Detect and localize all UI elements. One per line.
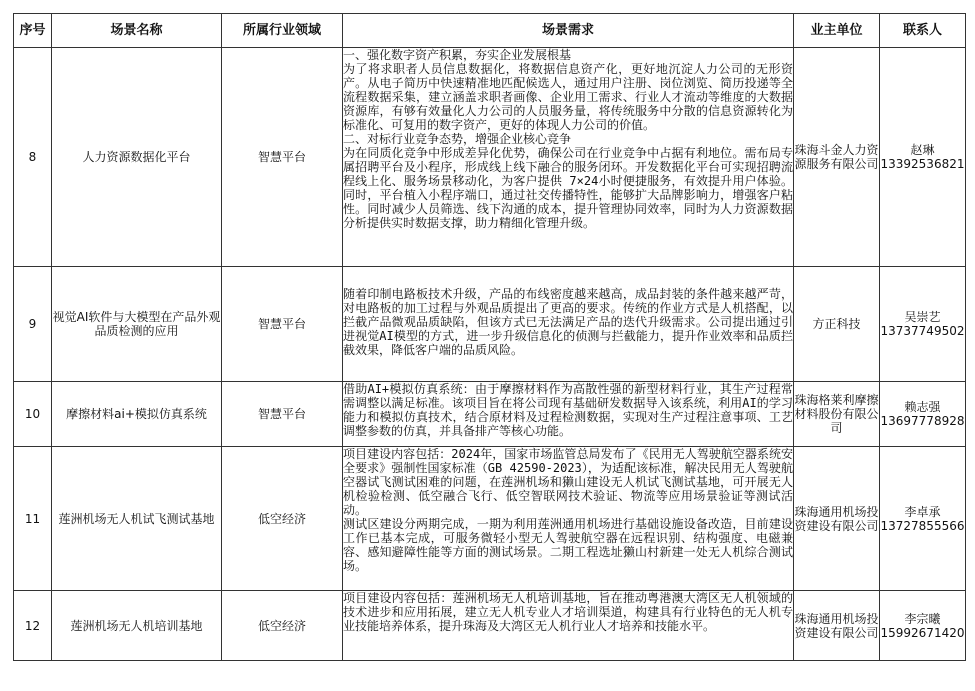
- table-row: [14, 591, 966, 661]
- cell-name: 莲洲机场无人机试飞测试基地: [52, 447, 222, 591]
- header-owner: 业主单位: [794, 14, 880, 48]
- header-row: [14, 14, 966, 48]
- cell-industry: 智慧平台: [222, 382, 343, 447]
- cell-seq: 8: [14, 48, 52, 267]
- contact-phone: 13737749502: [880, 324, 965, 338]
- cell-seq: 12: [14, 591, 52, 661]
- cell-owner: 珠海通用机场投资建设有限公司: [794, 447, 880, 591]
- header-seq: 序号: [14, 14, 52, 48]
- cell-contact: [880, 447, 966, 591]
- contact-phone: 15992671420: [880, 625, 965, 640]
- cell-contact: [880, 591, 966, 661]
- table-row: [14, 382, 966, 447]
- cell-owner: 方正科技: [794, 267, 880, 382]
- cell-contact: [880, 382, 966, 447]
- header-industry: 所属行业领域: [222, 14, 343, 48]
- cell-owner: 珠海通用机场投资建设有限公司: [794, 591, 880, 661]
- contact-name: 李宗曦: [904, 611, 941, 626]
- contact-name: 赖志强: [904, 400, 941, 414]
- contact-phone: 13697778928: [880, 414, 965, 428]
- table-row: [14, 267, 966, 382]
- cell-owner: 珠海斗金人力资源服务有限公司: [794, 48, 880, 267]
- cell-need: 项目建设内容包括：2024年，国家市场监管总局发布了《民用无人驾驶航空器系统安全要求》强制性国家标准（GB 42590-2023），为适配该标准，解决民用无人驾驶航空器试飞测试困难的问题，在莲洲机场和獭山建设无人机试飞测试基地，可开展无人机检验检测、低空融合飞行、低空智联网技术验证、物流等应用场景验证等测试活动。 测试区建设分两期完成，一期为利用莲洲通用机场进行基础设施设备改造，目前建设工作已基本完成，可服务微轻小型无人驾驶航空器在远程识别、结构强度、电磁兼容、感知避障性能等方面的测试场景。二期工程选址獭山村新建一处无人机综合测试场。: [343, 447, 794, 591]
- cell-seq: 9: [14, 267, 52, 382]
- cell-industry: 低空经济: [222, 591, 343, 661]
- cell-seq: 10: [14, 382, 52, 447]
- cell-contact: [880, 48, 966, 267]
- cell-seq: 11: [14, 447, 52, 591]
- cell-name: 摩擦材料ai+模拟仿真系统: [52, 382, 222, 447]
- cell-industry: 智慧平台: [222, 48, 343, 267]
- scenario-table: [13, 13, 966, 661]
- cell-industry: 低空经济: [222, 447, 343, 591]
- header-need: 场景需求: [343, 14, 794, 48]
- cell-name: 人力资源数据化平台: [52, 48, 222, 267]
- contact-phone: 13727855566: [880, 518, 965, 533]
- cell-owner: 珠海格莱利摩擦材料股份有限公司: [794, 382, 880, 447]
- cell-industry: 智慧平台: [222, 267, 343, 382]
- table-row: [14, 48, 966, 267]
- cell-need: 项目建设内容包括：莲洲机场无人机培训基地，旨在推动粤港澳大湾区无人机领域的技术进步和应用拓展，建立无人机专业人才培训渠道，构建具有行业特色的无人机专业技能培养体系，提升珠海及大湾区无人机行业人才培养和技能水平。: [343, 591, 794, 661]
- cell-name: 视觉AI软件与大模型在产品外观品质检测的应用: [52, 267, 222, 382]
- header-contact: 联系人: [880, 14, 966, 48]
- contact-name: 李卓承: [904, 504, 941, 519]
- contact-phone: 13392536821: [880, 157, 965, 171]
- contact-name: 吴崇艺: [904, 310, 941, 324]
- contact-name: 赵琳: [910, 143, 935, 157]
- cell-need: 一、强化数字资产积累，夯实企业发展根基 为了将求职者人员信息数据化，将数据信息资产化，更好地沉淀人力公司的无形资产。从电子简历中快速精准地匹配候选人，通过用户注册、岗位浏览、简历投递等全流程数据采集，建立涵盖求职者画像、企业用工需求、行业人才流动等维度的大数据资源库，有够有效量化人力公司的人员服务量，将传统服务中分散的信息资源转化为标准化、可复用的数字资产，更好的体现人力公司的价值。 二、对标行业竞争态势，增强企业核心竞争 为在同质化竞争中形成差异化优势，确保公司在行业竞争中占据有利地位。需布局专属招聘平台及小程序，形成线上线下融合的服务闭环。开发数据化平台可实现招聘流程线上化、服务场景移动化，为客户提供 7×24小时便捷服务，有效提升用户体验。同时，平台植入小程序端口，通过社交传播特性，能够扩大品牌影响力，增强客户粘性。同时减少人员筛选、线下沟通的成本，提升管理协同效率，同时为人力资源数据分析提供实时数据支撑，助力精细化管理升级。: [343, 48, 794, 267]
- cell-contact: [880, 267, 966, 382]
- cell-need: 借助AI+模拟仿真系统：由于摩擦材料作为高散性强的新型材料行业，其生产过程常需调整以满足标准。该项目旨在将公司现有基础研发数据导入该系统，利用AI的学习能力和模拟仿真技术，结合原材料及过程检测数据，实现对生产过程注意事项、工艺调整参数的仿真，并具备排产等核心功能。: [343, 382, 794, 447]
- header-name: 场景名称: [52, 14, 222, 48]
- cell-need: 随着印制电路板技术升级，产品的布线密度越来越高，成品封装的条件越来越严苛，对电路板的加工过程与外观品质提出了更高的要求。传统的作业方式是人机搭配，以拦截产品微观品质缺陷，但该方式已无法满足产品的迭代升级需求。公司提出通过引进视觉AI模型的方式，进一步升级信息化的侦测与拦截能力，提升作业效率和品质拦截效果，降低客户端的品质风险。: [343, 267, 794, 382]
- table-row: [14, 447, 966, 591]
- cell-name: 莲洲机场无人机培训基地: [52, 591, 222, 661]
